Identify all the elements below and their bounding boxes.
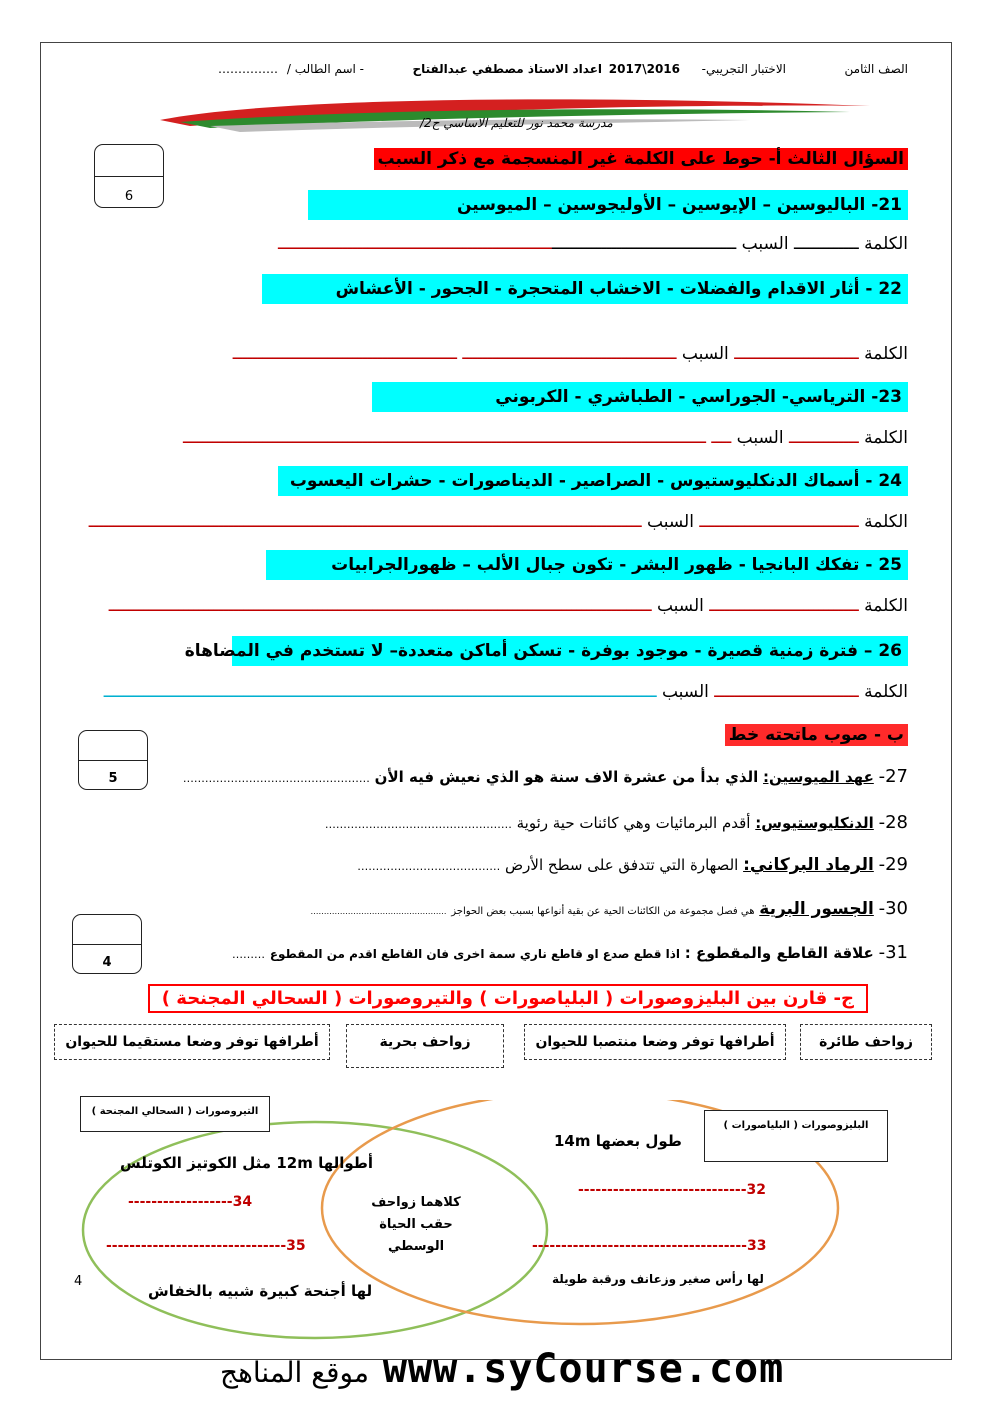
fix-item-31: 31- علاقة القاطع والمقطوع : اذا قطع صدع او قاطع ناري سمة اخرى فان القاطع اقدم من المقطوع ………	[232, 942, 908, 963]
score-box-part-b	[78, 730, 148, 790]
question-25: 25 - تفكك البانجيا - ظهور البشر - تكون جبال الألب – ظهورالجرابيات	[266, 550, 908, 580]
score-value: 5	[108, 771, 118, 786]
venn-right-fact-1: طول بعضها 14m	[554, 1132, 682, 1150]
venn-blank-32[interactable]: -----------------------------32	[578, 1182, 766, 1198]
venn-blank-33[interactable]: -------------------------------------33	[532, 1238, 767, 1254]
footer-watermark	[220, 1346, 784, 1392]
venn-right-fact-2: لها رأس صغير وزعانف ورقبة طويلة	[552, 1272, 764, 1286]
word-box-upright-limbs[interactable]: أطرافها توفر وضعا منتصبا للحيوان	[524, 1024, 786, 1060]
grade-label: الصف الثامن	[844, 62, 908, 76]
year-label: 2016\2017	[608, 62, 680, 76]
answer-line-25[interactable]: الكلمة ــــــــــــــــــــــــــــــ السبب ـــــــــــــــــــــــــــــــــــــــــــــــــــــــــــــــــــــــــــــــــــــــــــــــــــــــــــــ	[108, 596, 908, 616]
part-c-heading: ج- قارن بين البليزوصورات ( البلياصورات ) والتيروصورات ( السحالي المجنحة )	[148, 984, 868, 1013]
question-21: 21- الباليوسين – الإيوسين – الأوليجوسين – الميوسين	[308, 190, 908, 220]
score-value: 4	[102, 955, 112, 970]
answer-line-21[interactable]: الكلمة ـــــــــــــ السبب ــــــــــــــــــــــــــــــــــــــــــــــــــــــــــــــــــــــــــــــــــــــــــــ	[278, 234, 908, 254]
score-box-part-a	[94, 144, 164, 208]
question-26: 26 – فترة زمنية قصيرة - موجود بوفرة - تسكن أماكن متعددة– لا تستخدم في المضاهاة	[232, 636, 908, 666]
part-b-heading: ب - صوب ماتحته خط	[725, 724, 908, 746]
exam-label: الاختبار التجريبي-	[701, 62, 786, 76]
reason-label: السبب	[741, 234, 789, 254]
footer-arabic: موقع المناهج	[220, 1356, 369, 1389]
venn-blank-35[interactable]: -------------------------------35	[106, 1238, 306, 1254]
question-22: 22 - أثار الاقدام والفضلات - الاخشاب المتحجرة - الجحور - الأعشاش	[262, 274, 908, 304]
part-a-heading: السؤال الثالث أ- حوط على الكلمة غير المنسجمة مع ذكر السبب	[374, 148, 909, 170]
fix-item-28: 28- الدنكليوستيوس: أقدم البرمائيات وهي كائنات حية رئوية ……………………………………………	[324, 812, 908, 833]
venn-center-text: كلاهما زواحف حقب الحياة الوسطي	[371, 1195, 461, 1254]
word-box-marine-reptiles[interactable]: زواحف بحرية	[346, 1024, 504, 1068]
answer-line-22[interactable]: الكلمة ـــــــــــــــــــــــــ السبب ـــــــــــــــــــــــــــــــــــــــــــ ـــــــــــــــــــــــــــــــــــــــــــــ	[232, 344, 908, 364]
author-label: اعداد الاستاذ مصطفي عبدالفتاح	[412, 62, 602, 76]
question-23: 23- الترياسي- الجوراسي - الطباشري - الكربوني	[372, 382, 908, 412]
fix-item-30: 30- الجسور البرية هي فصل مجموعة من الكائنات الحية عن بقية أنواعها بسبب بعض الحواجز ……………………………………………	[310, 898, 908, 919]
student-label: - اسم الطالب /	[286, 62, 364, 76]
venn-right-label: البليزوصورات ( البلياصورات )	[704, 1110, 888, 1162]
answer-line-23[interactable]: الكلمة ــــــــــــــ السبب ــــ ـــــــــــــــــــــــــــــــــــــــــــــــــــــــــــــــــــــــــــــــــــــــــــــــــــــــــ	[182, 428, 908, 448]
page-number: 4	[74, 1274, 83, 1289]
venn-left-fact-1: أطوالها 12m مثل الكوتيز الكوتلس	[120, 1154, 374, 1172]
answer-line-24[interactable]: الكلمة ــــــــــــــــــــــــــــــــ السبب ـــــــــــــــــــــــــــــــــــــــــــــــــــــــــــــــــــــــــــــــــــــــــــــــــــــــــــــــ	[88, 512, 908, 532]
question-24: 24 - أسماك الدنكليوستيوس - الصراصير - الديناصورات - حشرات اليعسوب	[278, 466, 908, 496]
answer-line-26[interactable]: الكلمة ـــــــــــــــــــــــــــــ السبب ـــــــــــــــــــــــــــــــــــــــــــــــــــــــــــــــــــــــــــــــــــــــــــــــــــــــــــــــ	[103, 682, 908, 702]
school-banner-text: مدرسة محمد نور للتعليم الاساسي ح2/	[420, 116, 613, 130]
fix-item-29: 29- الرماد البركاني: الصهارة التي تتدفق على سطح الأرض …………………………………	[357, 854, 908, 875]
venn-blank-34[interactable]: ------------------34	[128, 1194, 253, 1210]
fix-item-27: 27- عهد الميوسين: الذي بدأ من عشرة الاف سنة هو الذي نعيش فيه الأن ……………………………………………	[182, 766, 908, 787]
word-box-straight-limbs[interactable]: أطرافها توفر وضعا مستقيما للحيوان	[54, 1024, 330, 1060]
venn-left-label: التيروصورات ( السحالي المجنحة )	[80, 1096, 270, 1132]
footer-site[interactable]: www.syCourse.com	[382, 1346, 785, 1392]
student-dots: ……………	[218, 62, 278, 76]
venn-left-fact-2: لها أجنحة كبيرة شبيه بالخفاش	[148, 1282, 373, 1300]
score-box-part-c	[72, 914, 142, 974]
score-value: 6	[124, 189, 134, 204]
word-label: الكلمة	[864, 234, 908, 254]
word-box-flying-reptiles[interactable]: زواحف طائرة	[800, 1024, 932, 1060]
